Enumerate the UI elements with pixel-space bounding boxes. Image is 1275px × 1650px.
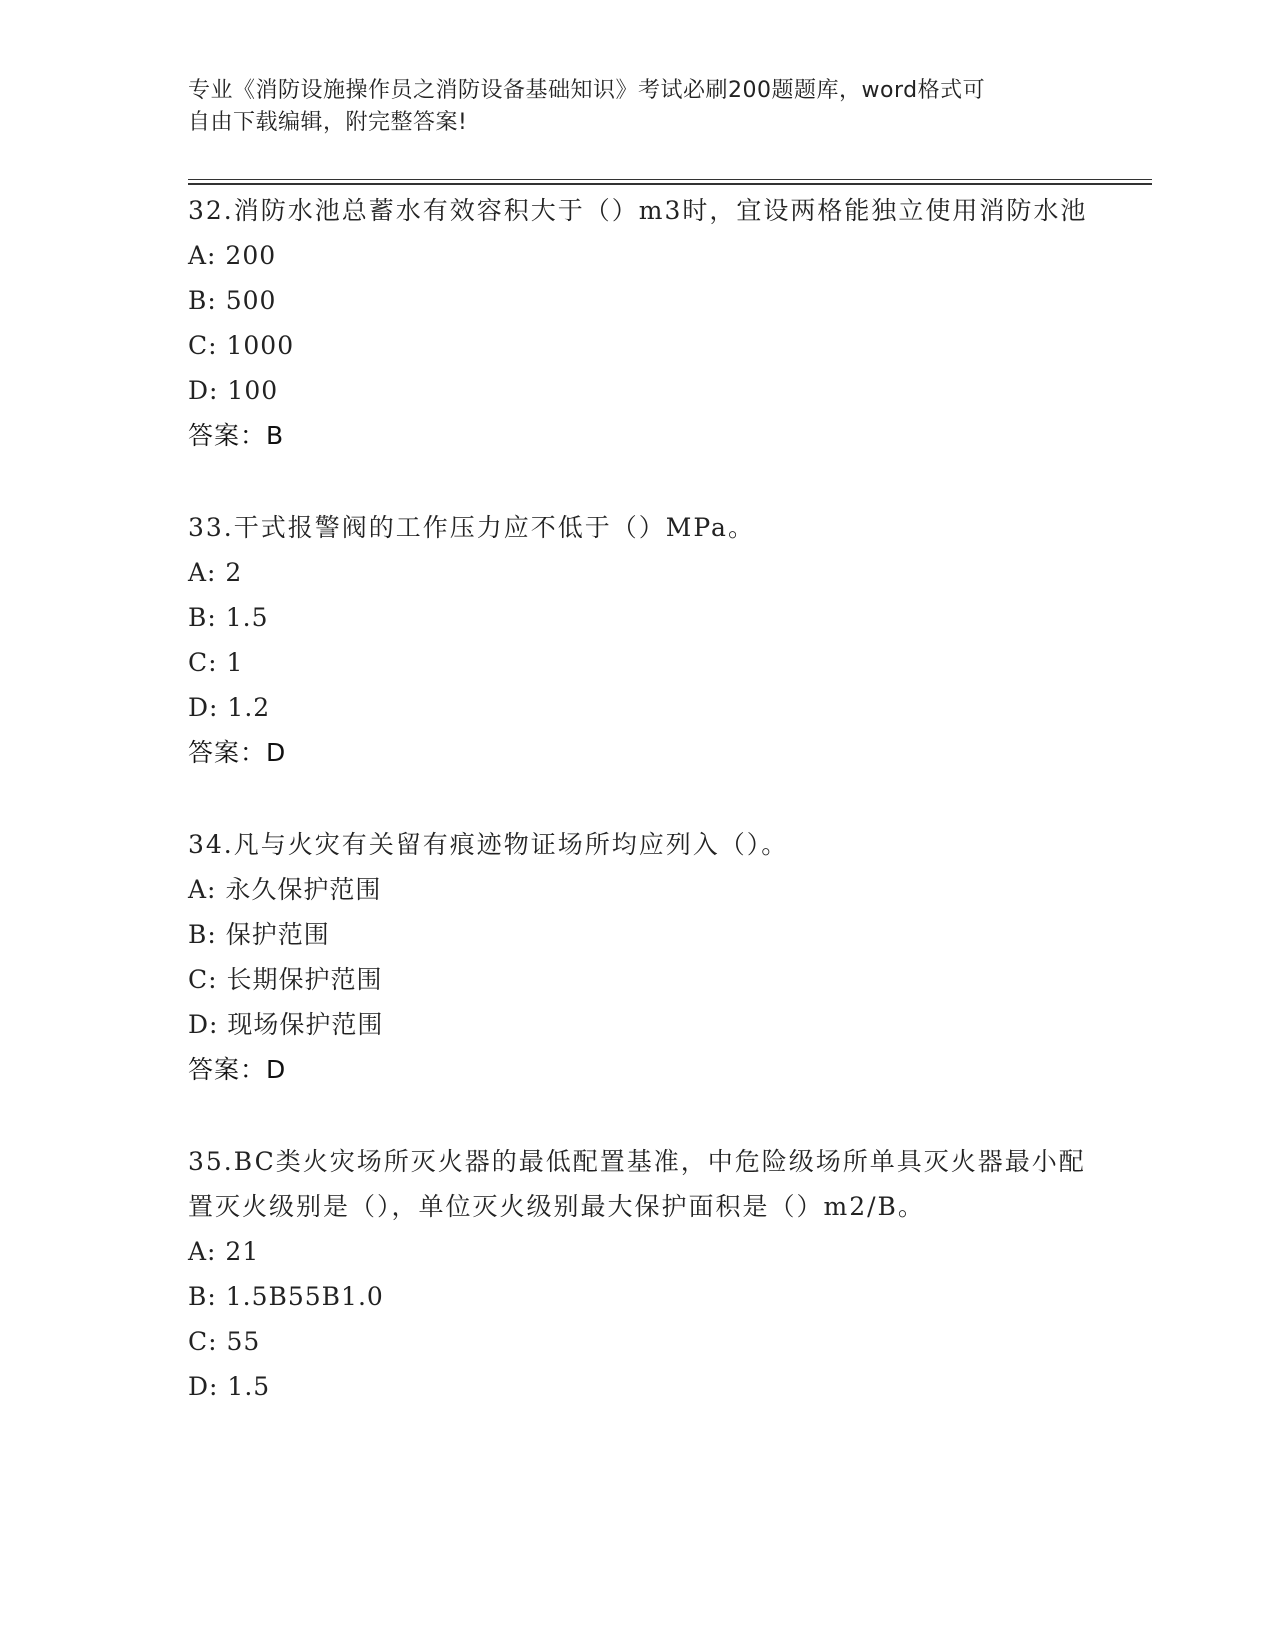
question-list bbox=[188, 188, 1088, 1409]
option-d: D: 100 bbox=[188, 376, 279, 405]
option-d: D: 1.5 bbox=[188, 1372, 271, 1401]
question-33 bbox=[188, 505, 1088, 775]
answer: 答案：D bbox=[188, 1055, 287, 1084]
option-c: C: 1000 bbox=[188, 331, 295, 360]
header-line-2: 自由下载编辑，附完整答案! bbox=[188, 110, 468, 135]
option-a: A: 2 bbox=[188, 558, 243, 587]
question-text: 35.BC类火灾场所灭火器的最低配置基准，中危险级场所单具灭火器最小配置灭火级别是（），单位灭火级别最大保护面积是（）m2/B。 bbox=[188, 1147, 1086, 1221]
answer: 答案：D bbox=[188, 738, 287, 767]
question-34 bbox=[188, 822, 1088, 1092]
header-divider-thick bbox=[188, 183, 1152, 185]
option-c: C: 1 bbox=[188, 648, 244, 677]
option-d: D: 现场保护范围 bbox=[188, 1010, 384, 1039]
question-35 bbox=[188, 1139, 1088, 1409]
question-text: 32.消防水池总蓄水有效容积大于（）m3时，宜设两格能独立使用消防水池 bbox=[188, 196, 1088, 225]
question-text: 33.干式报警阀的工作压力应不低于（）MPa。 bbox=[188, 513, 755, 542]
question-text: 34.凡与火灾有关留有痕迹物证场所均应列入（）。 bbox=[188, 830, 789, 859]
header-divider-thin bbox=[188, 179, 1152, 180]
option-a: A: 200 bbox=[188, 241, 277, 270]
option-d: D: 1.2 bbox=[188, 693, 271, 722]
question-spacer bbox=[188, 458, 1088, 505]
option-b: B: 1.5 bbox=[188, 603, 269, 632]
option-a: A: 21 bbox=[188, 1237, 260, 1266]
document-header bbox=[188, 75, 1068, 139]
option-c: C: 55 bbox=[188, 1327, 261, 1356]
option-b: B: 500 bbox=[188, 286, 277, 315]
option-c: C: 长期保护范围 bbox=[188, 965, 383, 994]
question-spacer bbox=[188, 775, 1088, 822]
option-b: B: 保护范围 bbox=[188, 920, 330, 949]
question-32 bbox=[188, 188, 1088, 458]
header-line-1: 专业《消防设施操作员之消防设备基础知识》考试必刷200题题库，word格式可 bbox=[188, 78, 986, 103]
option-a: A: 永久保护范围 bbox=[188, 875, 382, 904]
answer: 答案：B bbox=[188, 421, 285, 450]
question-spacer bbox=[188, 1092, 1088, 1139]
option-b: B: 1.5B55B1.0 bbox=[188, 1282, 384, 1311]
